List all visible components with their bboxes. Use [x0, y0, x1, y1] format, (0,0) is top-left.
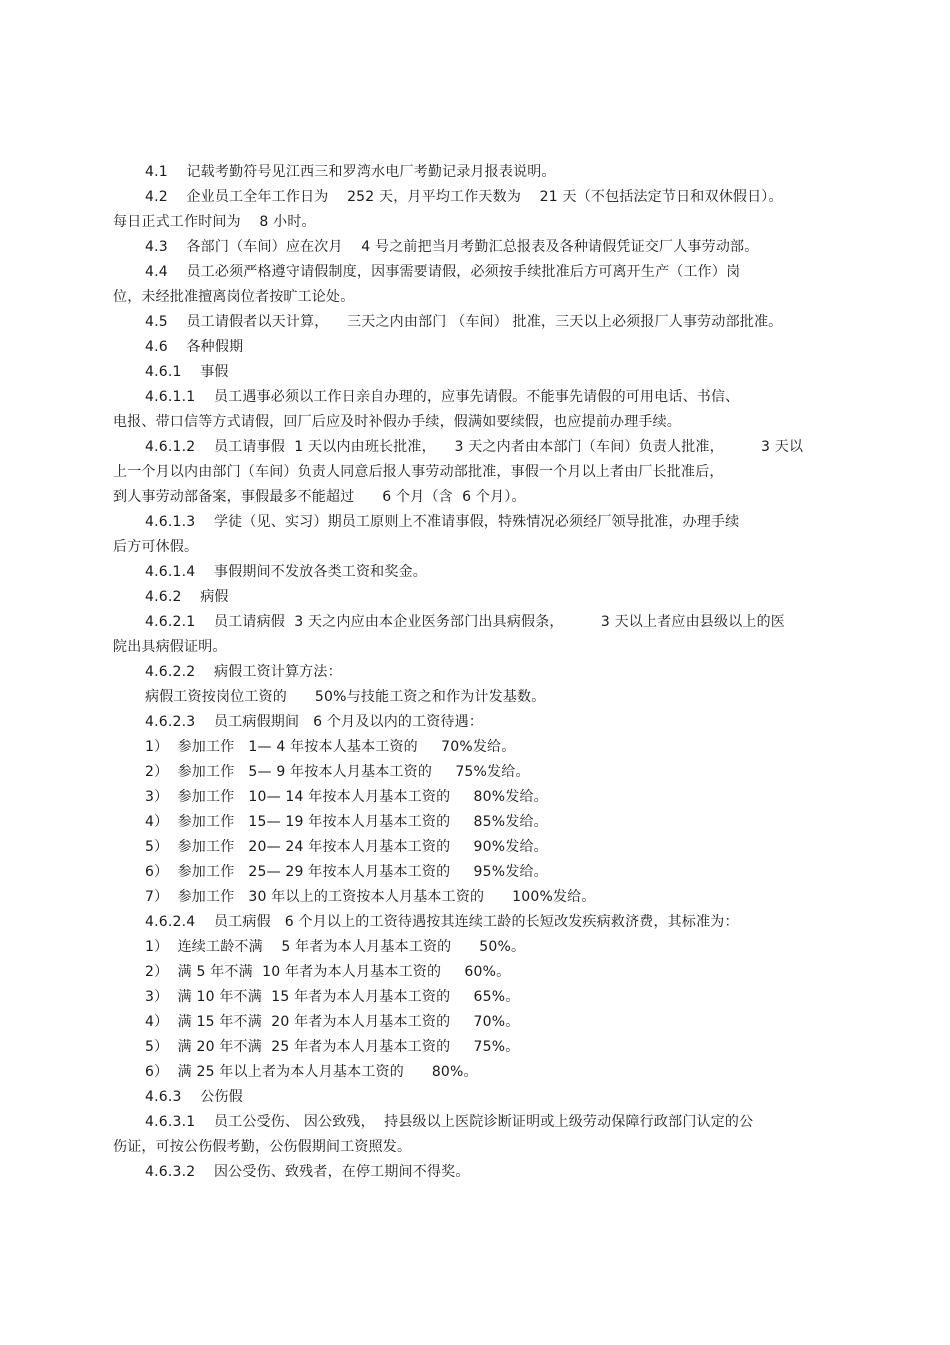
list-item: 3） 参加工作 10— 14 年按本人月基本工资的 80%发给。 — [145, 789, 548, 805]
para-4-4-cont: 位，未经批准擅离岗位者按旷工论处。 — [113, 289, 355, 305]
list-item: 3） 满 10 年不满 15 年者为本人月基本工资的 65%。 — [145, 989, 520, 1005]
list-item: 7） 参加工作 30 年以上的工资按本人月基本工资的 100%发给。 — [145, 889, 596, 905]
list-item: 6） 满 25 年以上者为本人月基本工资的 80%。 — [145, 1064, 478, 1080]
list-item: 6） 参加工作 25— 29 年按本人月基本工资的 95%发给。 — [145, 864, 548, 880]
para-4-6-1-4: 4.6.1.4 事假期间不发放各类工资和奖金。 — [145, 564, 427, 580]
heading-4-6: 4.6 各种假期 — [145, 339, 244, 355]
para-4-6-2-1-cont: 院出具病假证明。 — [113, 639, 227, 655]
para-4-6-3-1-cont: 伤证，可按公伤假考勤，公伤假期间工资照发。 — [113, 1139, 412, 1155]
para-4-3: 4.3 各部门（车间）应在次月 4 号之前把当月考勤汇总报表及各种请假凭证交厂人事劳动部。 — [145, 239, 759, 255]
list-item: 5） 满 20 年不满 25 年者为本人月基本工资的 75%。 — [145, 1039, 520, 1055]
heading-4-6-2: 4.6.2 病假 — [145, 589, 229, 605]
para-4-6-1-3: 4.6.1.3 学徒（见、实习）期员工原则上不准请事假，特殊情况必须经厂领导批准，办理手续 — [145, 514, 740, 530]
heading-4-6-1: 4.6.1 事假 — [145, 364, 229, 380]
para-4-2-cont: 每日正式工作时间为 8 小时。 — [113, 214, 316, 230]
para-4-6-1-1-cont: 电报、带口信等方式请假，回厂后应及时补假办手续，假满如要续假，也应提前办理手续。 — [113, 414, 681, 430]
para-4-6-1-2-cont2: 到人事劳动部备案，事假最多不能超过 6 个月（含 6 个月）。 — [113, 489, 526, 505]
list-item: 1） 参加工作 1— 4 年按本人基本工资的 70%发给。 — [145, 739, 516, 755]
para-4-4: 4.4 员工必须严格遵守请假制度，因事需要请假，必须按手续批准后方可离开生产（工作）岗 — [145, 264, 741, 280]
heading-4-6-3: 4.6.3 公伤假 — [145, 1089, 243, 1105]
list-item: 4） 满 15 年不满 20 年者为本人月基本工资的 70%。 — [145, 1014, 520, 1030]
para-4-6-2-4: 4.6.2.4 员工病假 6 个月以上的工资待遇按其连续工龄的长短改发疾病救济费，其标准为： — [145, 914, 739, 930]
para-4-6-3-2: 4.6.3.2 因公受伤、致残者，在停工期间不得奖。 — [145, 1164, 470, 1180]
para-4-6-2-2-cont: 病假工资按岗位工资的 50%与技能工资之和作为计发基数。 — [145, 689, 546, 705]
para-4-2: 4.2 企业员工全年工作日为 252 天，月平均工作天数为 21 天（不包括法定节日和双休假日）。 — [145, 189, 783, 205]
list-item: 2） 满 5 年不满 10 年者为本人月基本工资的 60%。 — [145, 964, 511, 980]
para-4-6-1-3-cont: 后方可休假。 — [113, 539, 199, 555]
list-item: 4） 参加工作 15— 19 年按本人月基本工资的 85%发给。 — [145, 814, 548, 830]
list-item: 1） 连续工龄不满 5 年者为本人月基本工资的 50%。 — [145, 939, 526, 955]
para-4-6-1-2-cont1: 上一个月以内由部门（车间）负责人同意后报人事劳动部批准，事假一个月以上者由厂长批准后， — [113, 464, 724, 480]
para-4-6-1-2: 4.6.1.2 员工请事假 1 天以内由班长批准， 3 天之内者由本部门（车间）负责人批准， 3 天以 — [145, 439, 804, 455]
para-4-6-2-2: 4.6.2.2 病假工资计算方法： — [145, 664, 342, 680]
para-4-6-1-1: 4.6.1.1 员工遇事必须以工作日亲自办理的，应事先请假。不能事先请假的可用电话、书信、 — [145, 389, 740, 405]
para-4-6-3-1: 4.6.3.1 员工公受伤、 因公致残， 持县级以上医院诊断证明或上级劳动保障行政部门认定的公 — [145, 1114, 754, 1130]
list-item: 5） 参加工作 20— 24 年按本人月基本工资的 90%发给。 — [145, 839, 548, 855]
para-4-6-2-3: 4.6.2.3 员工病假期间 6 个月及以内的工资待遇： — [145, 714, 484, 730]
para-4-5: 4.5 员工请假者以天计算， 三天之内由部门 （车间） 批准，三天以上必须报厂人事劳动部批准。 — [145, 314, 783, 330]
para-4-6-2-1: 4.6.2.1 员工请病假 3 天之内应由本企业医务部门出具病假条， 3 天以上者应由县级以上的医 — [145, 614, 785, 630]
list-item: 2） 参加工作 5— 9 年按本人月基本工资的 75%发给。 — [145, 764, 530, 780]
para-4-1: 4.1 记载考勤符号见江西三和罗湾水电厂考勤记录月报表说明。 — [145, 164, 556, 180]
